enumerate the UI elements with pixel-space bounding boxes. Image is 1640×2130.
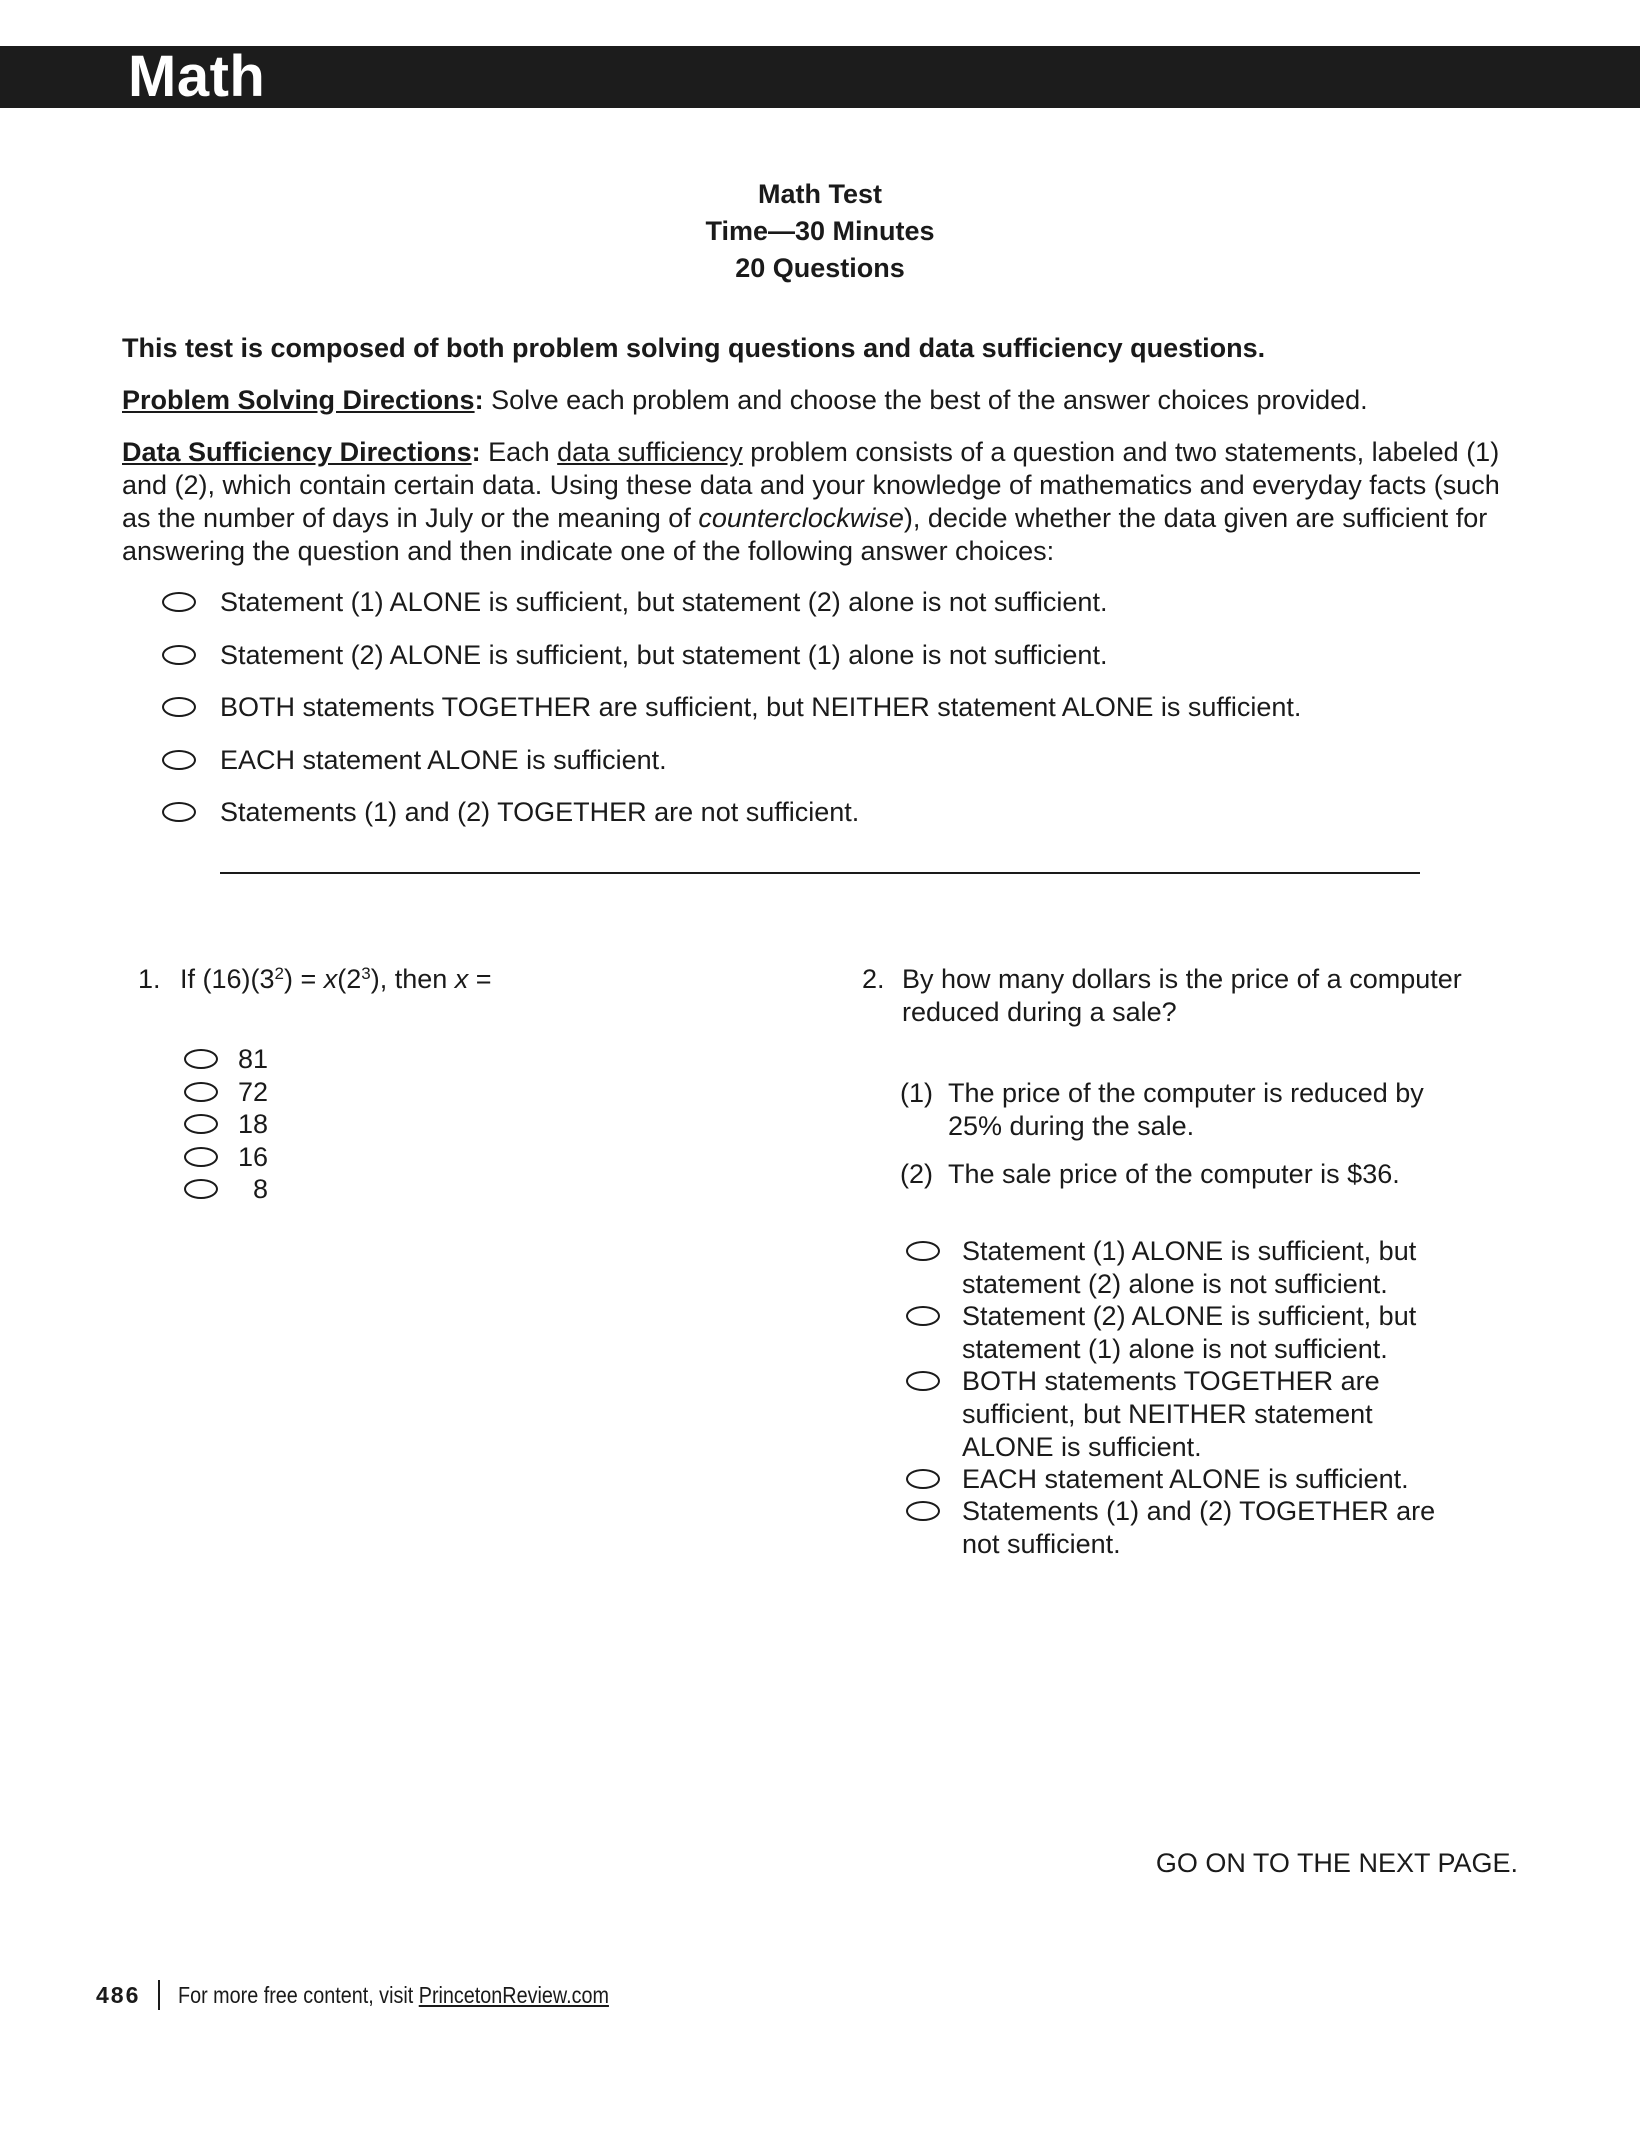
go-on-notice: GO ON TO THE NEXT PAGE. (1155, 1848, 1518, 1878)
answer-bubble (162, 592, 196, 612)
statement-number: (1) (900, 1078, 933, 1108)
ds-answer-choice-text: Statements (1) and (2) TOGETHER are not sufficient. (220, 797, 860, 827)
q1-answer-choices (184, 1043, 384, 1206)
answer-bubble[interactable] (184, 1179, 218, 1199)
answer-choice[interactable] (184, 1141, 384, 1174)
question-number: 1. (138, 964, 161, 994)
answer-choice-text: Statements (1) and (2) TOGETHER are not sufficient. (962, 1496, 1436, 1559)
answer-choice[interactable] (184, 1108, 384, 1141)
exponent: 3 (361, 964, 371, 983)
answer-bubble (162, 697, 196, 717)
variable-x: x (454, 964, 469, 994)
answer-bubble[interactable] (906, 1469, 940, 1489)
ds-answer-choice (162, 691, 1462, 744)
question-number: 2. (862, 964, 885, 994)
answer-choice[interactable] (184, 1076, 384, 1109)
stem-part: If (16)(3 (180, 964, 275, 994)
answer-bubble[interactable] (184, 1049, 218, 1069)
answer-choice-text: BOTH statements TOGETHER are sufficient, but NEITHER statement ALONE is sufficient. (962, 1366, 1380, 1462)
ds-answer-choice (162, 586, 1462, 639)
answer-choice-value: 18 (237, 1109, 268, 1139)
answer-bubble (162, 645, 196, 665)
answer-choice[interactable] (184, 1173, 384, 1206)
stem-part: ) = (284, 964, 324, 994)
footer-divider (158, 1980, 160, 2010)
ds-answer-choice (162, 744, 1462, 797)
answer-choice[interactable] (184, 1043, 384, 1076)
page-number: 486 (96, 1982, 141, 2008)
ps-directions-colon: : (474, 385, 484, 415)
answer-choice-text: EACH statement ALONE is sufficient. (962, 1464, 1409, 1494)
statement-number: (2) (900, 1159, 933, 1189)
footer-text (178, 1978, 609, 2012)
ds-directions-colon: : (471, 437, 481, 467)
ds-answer-choice-text: Statement (2) ALONE is sufficient, but statement (1) alone is not sufficient. (220, 639, 1108, 670)
ds-answer-choice-text: EACH statement ALONE is sufficient. (220, 744, 667, 775)
ps-directions-label: Problem Solving Directions (122, 385, 475, 415)
ds-answer-choice-text: Statement (1) ALONE is sufficient, but statement (2) alone is not sufficient. (220, 587, 1108, 617)
answer-choice-value: 81 (237, 1044, 268, 1074)
answer-bubble[interactable] (906, 1371, 940, 1391)
ds-directions-text-2: problem consists of a question and two statements, labeled (1) and (2), which contain certain data. Using these data and your knowledge of mathematics and everyday facts (such as the number of days in July or the meaning of (122, 437, 1500, 533)
ds-directions-italic: counterclockwise (698, 503, 904, 533)
footer-link[interactable]: PrincetonReview.com (418, 1982, 609, 2008)
ds-answer-choice-text: BOTH statements TOGETHER are sufficient, but NEITHER statement ALONE is sufficient. (220, 692, 1302, 722)
answer-bubble (162, 802, 196, 822)
answer-choice-text: Statement (2) ALONE is sufficient, but statement (1) alone is not sufficient. (962, 1301, 1417, 1364)
answer-bubble[interactable] (906, 1241, 940, 1261)
ds-directions-text-3: ), decide whether the data given are sufficient for answering the question and then indicate one of the following answer choices: (122, 503, 1488, 566)
answer-choice-value: 8 (252, 1174, 268, 1204)
statement-text: The sale price of the computer is $36. (948, 1159, 1400, 1189)
statement-text: The price of the computer is reduced by 25% during the sale. (948, 1078, 1424, 1141)
test-title: Math Test (757, 179, 882, 209)
answer-bubble[interactable] (906, 1501, 940, 1521)
ds-answer-choices (162, 586, 1462, 849)
section-title: Math (128, 44, 266, 109)
ds-directions-label: Data Sufficiency Directions (122, 437, 472, 467)
footer-caption: For more free content, visit (178, 1982, 419, 2008)
question-stem (180, 963, 492, 996)
test-heading (0, 176, 1640, 287)
variable-x: x (323, 964, 338, 994)
answer-bubble[interactable] (184, 1147, 218, 1167)
problem-solving-directions (122, 384, 1522, 417)
answer-bubble (162, 750, 196, 770)
ps-directions-text: Solve each problem and choose the best of the answer choices provided. (483, 385, 1368, 415)
header-bar (0, 46, 1640, 108)
answer-choice-text: Statement (1) ALONE is sufficient, but statement (2) alone is not sufficient. (962, 1236, 1417, 1299)
data-sufficiency-link[interactable]: data sufficiency (557, 437, 743, 467)
test-question-count: 20 Questions (735, 253, 905, 283)
intro-text: This test is composed of both problem solving questions and data sufficiency questions. (122, 333, 1266, 363)
test-time: Time—30 Minutes (705, 216, 935, 246)
section-divider (220, 872, 1420, 874)
question-stem: By how many dollars is the price of a computer reduced during a sale? (902, 964, 1462, 1027)
stem-part: = (468, 964, 492, 994)
answer-bubble[interactable] (184, 1114, 218, 1134)
data-sufficiency-directions (122, 436, 1522, 568)
answer-choice-value: 16 (237, 1141, 268, 1172)
stem-part: (2 (337, 964, 362, 994)
answer-choice-value: 72 (237, 1076, 268, 1107)
answer-bubble[interactable] (906, 1306, 940, 1326)
stem-part: ), then (370, 964, 455, 994)
answer-bubble[interactable] (184, 1082, 218, 1102)
exponent: 2 (274, 964, 284, 983)
ds-directions-text-1: Each (480, 437, 558, 467)
ds-answer-choice (162, 796, 1462, 849)
ds-answer-choice (162, 639, 1462, 692)
